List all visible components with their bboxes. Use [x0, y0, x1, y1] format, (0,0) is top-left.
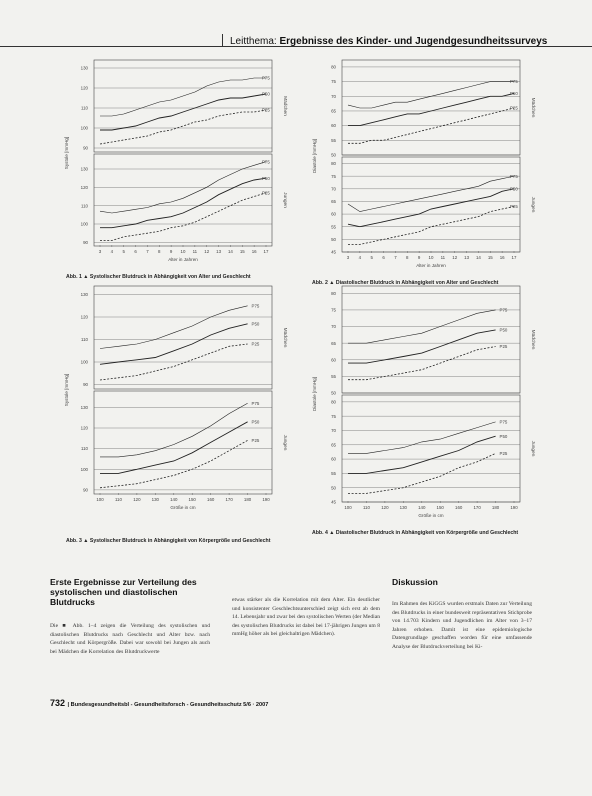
x-tick-label: 7 — [146, 249, 149, 254]
series-label-p25: P25 — [251, 437, 260, 443]
y-tick-label: 65 — [331, 108, 336, 114]
y-tick-label: 90 — [83, 145, 88, 151]
series-line-p25 — [348, 347, 496, 380]
x-tick-label: 9 — [417, 255, 421, 260]
running-header-prefix: Leitthema: — [230, 36, 280, 47]
series-label-p50: P50 — [262, 175, 270, 181]
y-tick-label: 120 — [80, 85, 88, 91]
x-tick-label: 120 — [133, 497, 141, 502]
series-label-p25: P25 — [510, 204, 518, 210]
x-axis-label: Größe in cm — [170, 505, 196, 510]
series-label-p25: P25 — [499, 450, 508, 456]
caption-abb3 — [66, 538, 278, 545]
figure-abb3 — [58, 284, 294, 516]
x-tick-label: 14 — [475, 255, 481, 260]
journal-citation: Bundesgesundheitsbl - Gesundheitsforsch - Gesundheitsschutz 5/6 · 2007 — [70, 702, 269, 708]
series-label-p50: P50 — [510, 186, 518, 192]
footer-separator: | — [67, 702, 71, 708]
caption-abb4-title: Diastolischer Blutdruck in Abhängigkeit von Körpergröße und Geschlecht — [335, 530, 519, 536]
series-line-p50 — [100, 324, 248, 365]
x-tick-label: 10 — [180, 249, 186, 254]
y-tick-label: 80 — [331, 161, 336, 167]
x-tick-label: 16 — [499, 255, 505, 260]
x-tick-label: 170 — [473, 505, 481, 510]
running-header — [230, 36, 547, 47]
series-line-p75 — [348, 422, 496, 454]
caption-abb1-title: Systolischer Blutdruck in Abhängigkeit von Alter und Geschlecht — [89, 274, 251, 280]
plot-frame — [342, 157, 520, 252]
page-footer — [50, 698, 268, 708]
plot-frame — [342, 60, 520, 155]
series-line-p25 — [348, 207, 514, 245]
results-paragraph: Die ■ Abb. 1–4 zeigen die Verteilung des systolischen und diastolischen Blutdrucks nach Geschlecht und Alter bzw. nach Geschlecht und Körpergröße. Dabei war sowohl bei Jungen als auch bei Mädchen die Korrelation des Blutdruckwerte — [50, 623, 210, 655]
series-line-p25 — [100, 193, 266, 241]
series-label-p50: P50 — [510, 90, 518, 96]
x-tick-label: 4 — [110, 249, 114, 254]
y-tick-label: 100 — [80, 466, 88, 472]
y-tick-label: 90 — [83, 487, 88, 493]
x-tick-label: 160 — [455, 505, 463, 510]
x-tick-label: 4 — [358, 255, 362, 260]
y-tick-label: 50 — [331, 152, 336, 158]
x-tick-label: 100 — [96, 497, 104, 502]
y-tick-label: 120 — [80, 314, 88, 320]
y-tick-label: 130 — [80, 292, 88, 298]
series-line-p75 — [100, 78, 266, 116]
y-tick-label: 110 — [81, 203, 88, 209]
series-line-p75 — [348, 176, 514, 211]
y-tick-label: 70 — [331, 324, 336, 330]
x-tick-label: 11 — [440, 255, 446, 260]
y-tick-label: 50 — [331, 390, 336, 396]
caption-abb3-title: Systolischer Blutdruck in Abhängigkeit von Körpergröße und Geschlecht — [89, 538, 271, 544]
y-tick-label: 50 — [331, 485, 336, 491]
x-tick-label: 150 — [436, 505, 444, 510]
series-line-p50 — [348, 93, 514, 125]
caption-abb2 — [312, 280, 524, 287]
discussion-paragraph: Im Rahmen des KiGGS wurden erstmals Daten zur Verteilung des Blutdrucks in einer bundesweit repräsentativen Stichprobe von 14.703 Kindern und Jugendlichen im Alter von 3–17 Jahren erhoben. Damit ist eine epidemiologische Datengrundlage geschaffen worden für eine umfassende Analyse der Blutdruckverteilung bei Ki- — [392, 601, 532, 650]
series-line-p75 — [100, 306, 248, 349]
series-line-p50 — [348, 330, 496, 363]
y-tick-label: 75 — [331, 413, 336, 419]
x-tick-label: 6 — [134, 249, 137, 254]
x-tick-label: 170 — [225, 497, 233, 502]
x-tick-label: 150 — [188, 497, 196, 502]
series-line-p75 — [100, 403, 248, 457]
page-number: 732 — [50, 698, 66, 708]
caption-abb4-label: Abb. 4 ▲ — [312, 530, 335, 536]
series-label-p50: P50 — [251, 321, 260, 327]
series-label-p25: P25 — [262, 107, 270, 113]
x-tick-label: 180 — [491, 505, 500, 510]
x-tick-label: 11 — [192, 249, 198, 254]
middle-paragraph: etwas stärker als die Korrelation mit dem Alter. Ein deutlicher und konsistenter Geschlechtsunterschied zeigt sich erst ab dem 14. Lebensjahr und zwar bei den systolischen Werten (der Median des systolischen Blutdrucks ist dabei bei 17-jährigen Jungen um 8 mmHg höher als bei gleichaltrigen Mädchen). — [232, 597, 380, 638]
series-label-p25: P25 — [262, 190, 270, 196]
x-tick-label: 110 — [362, 505, 370, 510]
panel-side-label: Mädchen — [282, 96, 287, 116]
series-label-p75: P75 — [251, 303, 260, 309]
x-axis-label: Alter in Jahren — [416, 263, 446, 268]
y-tick-label: 75 — [331, 173, 336, 179]
y-tick-label: 70 — [331, 428, 336, 434]
x-tick-label: 190 — [510, 505, 518, 510]
series-line-p25 — [100, 110, 266, 144]
panel-side-label: Jungen — [530, 196, 535, 213]
y-tick-label: 75 — [331, 307, 336, 313]
series-line-p25 — [100, 440, 248, 487]
y-axis-label: Systole [mmHg] — [64, 373, 69, 407]
y-tick-label: 130 — [80, 65, 88, 71]
x-axis-label: Alter in Jahren — [168, 257, 198, 262]
caption-abb1 — [66, 274, 276, 281]
y-tick-label: 110 — [81, 105, 88, 111]
y-tick-label: 55 — [331, 137, 336, 143]
x-tick-label: 16 — [251, 249, 257, 254]
x-tick-label: 140 — [170, 497, 178, 502]
x-tick-label: 190 — [262, 497, 270, 502]
series-label-p75: P75 — [262, 75, 270, 81]
panel-side-label: Mädchen — [530, 97, 535, 118]
x-tick-label: 17 — [511, 255, 517, 260]
y-tick-label: 55 — [331, 373, 336, 379]
y-tick-label: 75 — [331, 79, 336, 85]
x-tick-label: 5 — [370, 255, 373, 260]
caption-abb3-label: Abb. 3 ▲ — [66, 538, 89, 544]
x-tick-label: 7 — [394, 255, 397, 260]
plot-frame — [94, 286, 272, 389]
x-tick-label: 10 — [428, 255, 434, 260]
caption-abb4 — [312, 530, 524, 537]
x-tick-label: 15 — [239, 249, 245, 254]
x-tick-label: 110 — [114, 497, 122, 502]
x-tick-label: 6 — [382, 255, 385, 260]
x-tick-label: 180 — [243, 497, 252, 502]
y-tick-label: 100 — [80, 359, 88, 365]
y-tick-label: 45 — [331, 499, 336, 505]
x-tick-label: 3 — [98, 249, 102, 254]
y-tick-label: 110 — [81, 446, 88, 452]
y-tick-label: 90 — [83, 239, 88, 245]
y-axis-label: Systole [mmHg] — [64, 136, 69, 170]
x-tick-label: 17 — [263, 249, 269, 254]
y-tick-label: 65 — [331, 199, 336, 205]
series-label-p50: P50 — [499, 327, 508, 333]
series-label-p75: P75 — [262, 159, 270, 165]
y-tick-label: 60 — [331, 123, 336, 129]
y-tick-label: 120 — [80, 425, 88, 431]
y-tick-label: 90 — [83, 382, 88, 388]
series-line-p75 — [348, 82, 514, 108]
x-tick-label: 120 — [381, 505, 389, 510]
y-tick-label: 70 — [331, 186, 336, 192]
x-tick-label: 5 — [122, 249, 125, 254]
figure-abb1 — [58, 58, 294, 268]
y-tick-label: 100 — [80, 221, 88, 227]
plot-frame — [342, 395, 520, 502]
caption-abb1-label: Abb. 1 ▲ — [66, 274, 89, 280]
series-label-p25: P25 — [510, 105, 518, 111]
x-tick-label: 160 — [207, 497, 215, 502]
y-tick-label: 130 — [80, 166, 88, 172]
series-label-p75: P75 — [499, 307, 508, 313]
y-axis-label: Diastole [mmHg] — [312, 377, 317, 411]
caption-abb2-title: Diastolischer Blutdruck in Abhängigkeit von Alter und Geschlecht — [335, 280, 499, 286]
plot-frame — [94, 391, 272, 494]
x-tick-label: 15 — [487, 255, 493, 260]
running-header-title: Ergebnisse des Kinder- und Jugendgesundheitssurveys — [279, 36, 548, 47]
y-tick-label: 45 — [331, 249, 336, 255]
y-tick-label: 65 — [331, 340, 336, 346]
y-tick-label: 110 — [81, 337, 88, 343]
x-tick-label: 3 — [346, 255, 350, 260]
figure-abb2 — [306, 58, 542, 274]
x-tick-label: 130 — [151, 497, 159, 502]
y-axis-label: Diastole [mmHg] — [312, 139, 317, 173]
section-heading-discussion: Diskussion — [392, 577, 438, 587]
x-tick-label: 9 — [169, 249, 173, 254]
x-tick-label: 8 — [406, 255, 409, 260]
x-tick-label: 8 — [158, 249, 161, 254]
series-label-p50: P50 — [251, 419, 260, 425]
header-rule-left — [0, 46, 222, 47]
header-divider — [222, 34, 223, 47]
x-tick-label: 12 — [204, 249, 210, 254]
y-tick-label: 60 — [331, 357, 336, 363]
figure-abb4 — [306, 284, 542, 524]
x-tick-label: 13 — [216, 249, 222, 254]
y-tick-label: 80 — [331, 290, 336, 296]
x-tick-label: 100 — [344, 505, 352, 510]
y-tick-label: 100 — [80, 125, 88, 131]
y-tick-label: 80 — [331, 64, 336, 70]
y-tick-label: 60 — [331, 211, 336, 217]
y-tick-label: 55 — [331, 470, 336, 476]
y-tick-label: 130 — [80, 404, 88, 410]
section-heading-results: Erste Ergebnisse zur Verteilung des systolischen und diastolischen Blutdrucks — [50, 577, 197, 607]
panel-side-label: Jungen — [530, 440, 535, 457]
series-label-p25: P25 — [499, 344, 508, 350]
series-line-p50 — [348, 189, 514, 227]
series-label-p75: P75 — [499, 419, 508, 425]
y-tick-label: 55 — [331, 224, 336, 230]
panel-side-label: Mädchen — [530, 329, 535, 350]
x-tick-label: 130 — [399, 505, 407, 510]
series-label-p75: P75 — [510, 173, 518, 179]
panel-side-label: Jungen — [282, 192, 287, 208]
series-label-p75: P75 — [510, 79, 518, 85]
plot-frame — [94, 60, 272, 152]
x-axis-label: Größe in cm — [418, 513, 444, 518]
caption-abb2-label: Abb. 2 ▲ — [312, 280, 335, 286]
panel-side-label: Jungen — [282, 434, 287, 451]
y-tick-label: 60 — [331, 456, 336, 462]
x-tick-label: 13 — [464, 255, 470, 260]
y-tick-label: 120 — [80, 184, 88, 190]
series-label-p50: P50 — [262, 91, 270, 97]
series-label-p75: P75 — [251, 400, 260, 406]
series-label-p25: P25 — [251, 341, 260, 347]
y-tick-label: 80 — [331, 399, 336, 405]
series-line-p50 — [100, 178, 266, 228]
series-label-p50: P50 — [499, 433, 508, 439]
series-line-p50 — [100, 422, 248, 474]
panel-side-label: Mädchen — [282, 327, 287, 348]
x-tick-label: 14 — [227, 249, 233, 254]
y-tick-label: 50 — [331, 236, 336, 242]
y-tick-label: 65 — [331, 442, 336, 448]
x-tick-label: 12 — [452, 255, 458, 260]
x-tick-label: 140 — [418, 505, 426, 510]
plot-frame — [342, 286, 520, 393]
y-tick-label: 70 — [331, 93, 336, 99]
